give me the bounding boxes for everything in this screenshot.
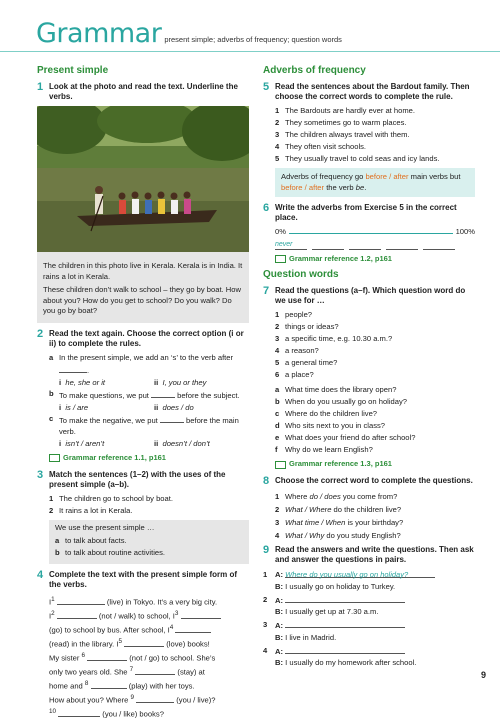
option-choice[interactable]: before / after	[281, 182, 325, 192]
answer-blank[interactable]: never	[275, 240, 307, 250]
grammar-reference-link[interactable]: Grammar reference 1.1, p161	[49, 453, 249, 463]
dialogue-item: 3 A: B: I live in Madrid.	[263, 619, 475, 643]
list-item: 2 They sometimes go to warm places.	[275, 118, 407, 128]
answer-blank[interactable]	[349, 240, 381, 250]
section-adverbs-of-frequency: Adverbs of frequency	[263, 65, 366, 76]
exercise-instruction: Read the sentences about the Bardout family. Then choose the correct words to complete the rule.	[275, 82, 470, 102]
rule-choice-row: i he, she or it ii I, you or they	[59, 377, 207, 387]
option-choice[interactable]: What / Where	[285, 504, 332, 514]
answer-blank[interactable]	[285, 594, 405, 603]
option-i[interactable]: isn’t / aren’t	[65, 438, 105, 448]
frequency-scale: 0% 100%	[275, 227, 475, 237]
list-item: b When do you usually go on holiday?	[275, 397, 408, 407]
exercise-9	[263, 545, 475, 565]
header-rule	[0, 51, 500, 52]
answer-blank[interactable]	[57, 596, 105, 605]
sentence-list	[275, 106, 475, 164]
option-choice[interactable]: What / Why	[285, 530, 325, 540]
list-item: c Where do the children live?	[275, 409, 378, 419]
scale-answer-blanks	[275, 240, 475, 250]
option-choice[interactable]: What time / When	[285, 517, 346, 527]
list-item: 1 The Bardouts are hardly ever at home.	[275, 106, 416, 116]
left-column	[37, 66, 249, 720]
exercise-number: 2	[37, 328, 44, 341]
answer-blank[interactable]	[160, 414, 184, 423]
exercise-8	[263, 476, 475, 487]
answer-blank[interactable]	[58, 708, 100, 717]
list-item: 3 What time / When is your birthday?	[275, 517, 404, 527]
answer-blank[interactable]	[87, 652, 127, 661]
answer-blank[interactable]	[136, 694, 174, 703]
list-item: 5 They usually travel to cold seas and icy lands.	[275, 154, 440, 164]
page-header	[36, 18, 342, 49]
page-title: Grammar	[36, 18, 162, 49]
exercise-instruction: Read the answers and write the questions. Then ask and answer the questions in pairs.	[275, 545, 474, 565]
exercise-instruction: Complete the text with the present simple form of the verbs.	[49, 570, 238, 590]
page-subtitle: present simple; adverbs of frequency; question words	[164, 35, 342, 44]
gap-fill-text: $I^1$ (live) in Tokyo. It’s a very big city. $I^2$ (not / walk) to school, $I^3$ (go) to school by bus. After school, $I^4$ (read) in the library. $I^5$ (love) books! My sister $^6$ (not / go) to school. She’s only two years old. She $^7$ (stay) at home and $^8$ (play) with her toys. How about you? Where $^9$ (you / live)? $^{10}$ (you / like) books?	[49, 594, 249, 720]
exercise-4	[37, 570, 249, 590]
section-present-simple: Present simple	[37, 65, 109, 76]
photo-illustration	[37, 106, 249, 252]
kerala-boat-photo	[37, 106, 249, 252]
list-item: 1 The children go to school by boat.	[49, 493, 173, 503]
list-item: a to talk about facts.	[55, 536, 127, 546]
exercise-number: 5	[263, 81, 270, 94]
exercise-1	[37, 82, 249, 102]
answer-blank[interactable]	[59, 364, 87, 373]
option-i[interactable]: he, she or it	[65, 377, 106, 387]
dialogue-item: 4 A: B: I usually do my homework after school.	[263, 645, 417, 668]
dialogue-item: 2 A: B: I usually get up at 7.30 a.m.	[263, 594, 475, 618]
list-item: 3 The children always travel with them.	[275, 130, 410, 140]
list-item: a What time does the library open?	[275, 385, 397, 395]
scale-arrow	[289, 227, 453, 233]
exercise-number: 6	[263, 202, 270, 215]
option-choice[interactable]: do / does	[309, 491, 341, 501]
page-number: 9	[480, 670, 486, 680]
answer-blank[interactable]	[91, 680, 127, 689]
reading-text-box	[37, 252, 249, 323]
question-list	[275, 385, 475, 455]
dialogue-item: 1 A: Where do you usually go on holiday? B: I usually go on holiday to Turkey.	[263, 569, 475, 592]
answer-blank[interactable]	[124, 638, 164, 647]
exercise-number: 7	[263, 285, 270, 298]
list-item: 2 It rains a lot in Kerala.	[49, 505, 133, 515]
list-item: 1 people?	[275, 310, 313, 320]
exercise-instruction: Look at the photo and read the text. Underline the verbs.	[49, 82, 238, 102]
arrow-icon	[275, 255, 286, 263]
section-question-words: Question words	[263, 269, 339, 281]
exercise-7	[263, 286, 475, 306]
uses-box: We use the present simple … a to talk about facts. b to talk about routine activities.	[49, 520, 249, 564]
grammar-reference-link[interactable]: Grammar reference 1.2, p161	[275, 254, 475, 264]
exercise-3	[37, 470, 249, 490]
exercise-instruction: Read the text again. Choose the correct option (i or ii) to complete the rules.	[49, 329, 244, 349]
answer-blank[interactable]	[175, 624, 211, 633]
exercise-instruction: Match the sentences (1–2) with the uses of the present simple (a–b).	[49, 469, 226, 489]
choice-questions	[275, 491, 475, 542]
answer-blank[interactable]	[312, 240, 344, 250]
answer-blank[interactable]	[151, 389, 175, 398]
list-item: 4 What / Why do you study English?	[275, 530, 401, 540]
dialogue-list	[263, 569, 475, 669]
exercise-6	[263, 203, 475, 223]
exercise-number: 4	[37, 569, 44, 582]
rule-item: b To make questions, we put before the subject.	[49, 389, 240, 401]
rule-item: a In the present simple, we add an ‘s’ to the verb after .	[49, 353, 234, 375]
exercise-number: 1	[37, 81, 44, 94]
exercise-number: 3	[37, 468, 44, 481]
option-choice[interactable]: before / after	[365, 172, 409, 182]
exercise-number: 9	[263, 544, 270, 557]
rule-box: Adverbs of frequency go before / after main verbs but before / after the verb be.	[275, 168, 475, 197]
arrow-icon	[275, 461, 286, 469]
arrow-icon	[49, 454, 60, 462]
rule-choice-row: i isn’t / aren’t ii doesn’t / don’t	[59, 438, 210, 448]
reading-paragraph: These children don’t walk to school – they go by boat. How about you? How do you get to school? Do you walk? Do you go by boat?	[43, 285, 241, 316]
reading-paragraph: The children in this photo live in Kerala. Kerala is in India. It rains a lot in Kerala.	[43, 261, 243, 281]
list-item: 5 a general time?	[275, 358, 338, 368]
answer-blank[interactable]	[423, 240, 455, 250]
list-item: 2 What / Where do the children live?	[275, 504, 402, 514]
answer-blank[interactable]	[285, 645, 405, 654]
option-ii[interactable]: I, you or they	[162, 377, 207, 387]
option-i[interactable]: is / are	[65, 403, 89, 413]
answer-blank[interactable]: Where do you usually go on holiday?	[285, 569, 435, 578]
rule-choice-row: i is / are ii does / do	[59, 403, 194, 413]
exercise-instruction: Write the adverbs from Exercise 5 in the correct place.	[275, 203, 457, 223]
exercise-2	[37, 329, 249, 349]
answer-blank[interactable]	[285, 619, 405, 628]
rule-item: c To make the negative, we put before the main verb.	[49, 414, 239, 436]
list-item: 6 a place?	[275, 370, 314, 379]
rule-options-list	[49, 353, 249, 449]
sentence-list	[49, 494, 249, 516]
list-item: 2 things or ideas?	[275, 322, 339, 332]
exercise-5	[263, 82, 475, 102]
list-item: 4 They often visit schools.	[275, 142, 367, 152]
list-item: 1 Where do / does you come from?	[275, 491, 398, 501]
exercise-instruction: Read the questions (a–f). Which question word do we use for …	[275, 286, 466, 306]
option-ii[interactable]: does / do	[162, 403, 194, 413]
grammar-reference-link[interactable]: Grammar reference 1.3, p161	[275, 459, 475, 469]
option-ii[interactable]: doesn’t / don’t	[162, 438, 210, 448]
list-item: e What does your friend do after school?	[275, 433, 416, 443]
right-column	[263, 66, 475, 670]
answer-blank[interactable]	[135, 666, 175, 675]
answer-blank[interactable]	[57, 610, 97, 619]
answer-blank[interactable]	[386, 240, 418, 250]
answer-blank[interactable]	[181, 610, 221, 619]
list-item: b to talk about routine activities.	[55, 548, 166, 558]
exercise-number: 8	[263, 474, 270, 487]
category-list	[275, 310, 475, 380]
list-item: f Why do we learn English?	[275, 444, 373, 454]
list-item: d Who sits next to you in class?	[275, 421, 386, 431]
list-item: 3 a specific time, e.g. 10.30 a.m.?	[275, 334, 393, 344]
exercise-instruction: Choose the correct word to complete the questions.	[275, 475, 473, 485]
list-item: 4 a reason?	[275, 346, 319, 356]
